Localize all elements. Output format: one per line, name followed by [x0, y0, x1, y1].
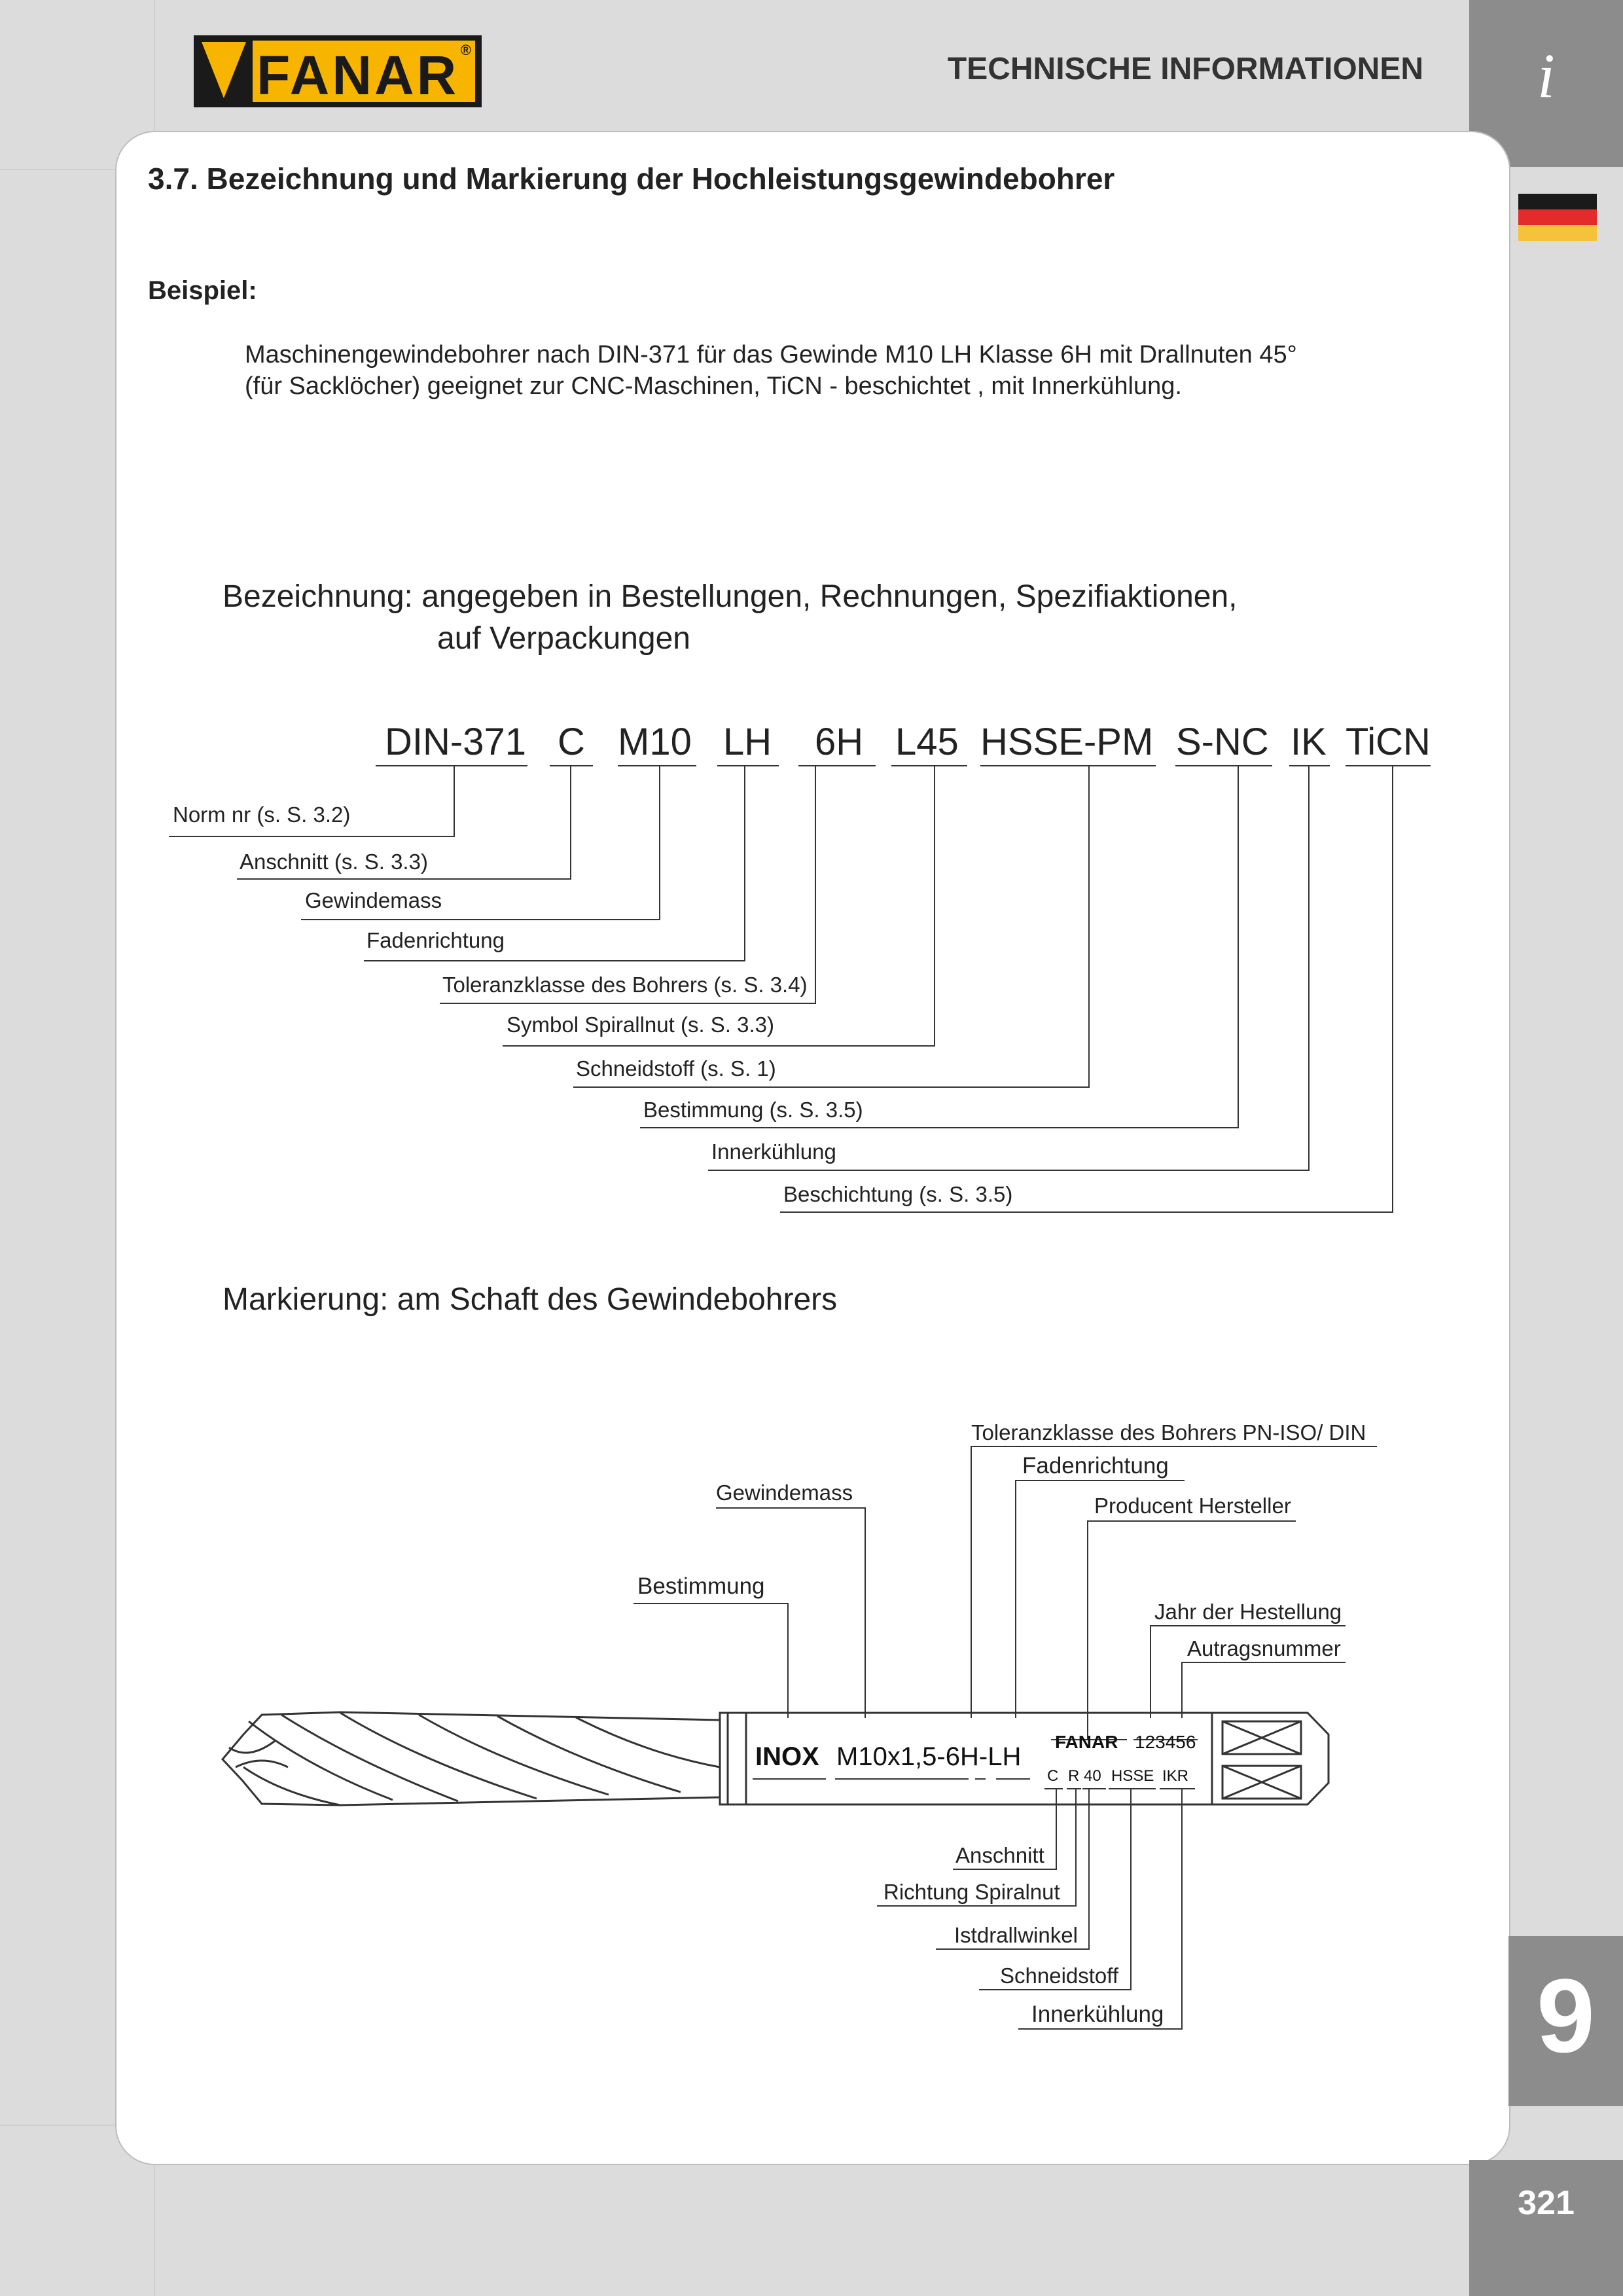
tap-neck: [720, 1713, 728, 1804]
code-thread-size: M10: [618, 721, 692, 763]
label-coolant: Innerkühlung: [711, 1139, 836, 1164]
label-chamfer: Anschnitt (s. S. 3.3): [240, 850, 428, 874]
marking-label-material: Schneidstoff: [1000, 1964, 1119, 1988]
header-title: TECHNISCHE INFORMATIONEN: [947, 52, 1423, 86]
label-material: Schneidstoff (s. S. 1): [576, 1056, 776, 1081]
marking-label-thread-size: Gewindemass: [716, 1480, 853, 1505]
marking-label-purpose: Bestimmung: [637, 1573, 765, 1599]
designation-leaders: [169, 766, 1431, 1212]
label-purpose: Bestimmung (s. S. 3.5): [643, 1098, 863, 1122]
shank-code-r: R: [1068, 1767, 1080, 1785]
page-number: 321: [1518, 2184, 1575, 2222]
code-din: DIN-371: [385, 721, 526, 763]
designation-title-line-1: Bezeichnung: angegeben in Bestellungen, Rechnungen, Spezifiaktionen,: [223, 579, 1238, 614]
label-tolerance: Toleranzklasse des Bohrers (s. S. 3.4): [442, 973, 808, 997]
logo-text: FANAR: [257, 45, 459, 106]
tap-fluted-body: [223, 1712, 720, 1805]
shank-purpose: INOX: [755, 1742, 819, 1771]
code-chamfer: C: [558, 721, 585, 763]
label-thread-size: Gewindemass: [305, 888, 442, 912]
info-icon: i: [1537, 41, 1555, 111]
label-thread-direction: Fadenrichtung: [366, 928, 505, 952]
marking-label-chamfer: Anschnitt: [955, 1843, 1044, 1867]
code-thread-direction: LH: [723, 721, 772, 763]
code-coolant: IK: [1291, 721, 1327, 763]
shank-code-40: 40: [1084, 1767, 1101, 1785]
section-title: 3.7. Bezeichnung und Markierung der Hochleistungsgewindebohrer: [148, 162, 1115, 196]
example-line-1: Maschinengewindebohrer nach DIN-371 für das Gewinde M10 LH Klasse 6H mit Drallnuten 45°: [245, 341, 1297, 368]
marking-label-year: Jahr der Hestellung: [1154, 1600, 1342, 1624]
label-flute-symbol: Symbol Spirallnut (s. S. 3.3): [507, 1013, 774, 1037]
shank-code-c: C: [1047, 1767, 1059, 1785]
marking-title: Markierung: am Schaft des Gewindebohrers: [223, 1282, 838, 1317]
code-tolerance: 6H: [815, 721, 864, 763]
code-flute: L45: [895, 721, 959, 763]
example-line-2: (für Sacklöcher) geeignet zur CNC-Maschinen, TiCN - beschichtet , mit Innerkühlung.: [245, 372, 1182, 400]
marking-label-flute-direction: Richtung Spiralnut: [883, 1880, 1060, 1904]
designation-title-line-2: auf Verpackungen: [437, 621, 690, 656]
example-heading: Beispiel:: [148, 276, 257, 305]
code-purpose: S-NC: [1176, 721, 1269, 763]
marking-label-tolerance: Toleranzklasse des Bohrers PN-ISO/ DIN: [971, 1420, 1366, 1444]
marking-label-order-number: Autragsnummer: [1187, 1636, 1341, 1660]
shank-serial: 123456: [1135, 1732, 1196, 1752]
marking-label-coolant: Innerkühlung: [1031, 2001, 1164, 2027]
label-norm: Norm nr (s. S. 3.2): [173, 802, 351, 827]
shank-code-hsse: HSSE: [1111, 1767, 1154, 1785]
code-coating: TiCN: [1346, 721, 1431, 763]
shank-code-ikr: IKR: [1162, 1767, 1189, 1785]
shank-brand: FANAR: [1055, 1732, 1118, 1752]
code-material: HSSE-PM: [980, 721, 1154, 763]
shank-thread: M10x1,5-6H-LH: [836, 1742, 1022, 1771]
marking-label-thread-direction: Fadenrichtung: [1022, 1453, 1169, 1479]
marking-label-producer: Producent Hersteller: [1094, 1494, 1291, 1518]
chapter-number: 9: [1537, 1957, 1595, 2074]
marking-label-helix-angle: Istdrallwinkel: [954, 1923, 1078, 1947]
logo-registered-mark: ®: [460, 42, 471, 58]
label-coating: Beschichtung (s. S. 3.5): [783, 1182, 1013, 1206]
